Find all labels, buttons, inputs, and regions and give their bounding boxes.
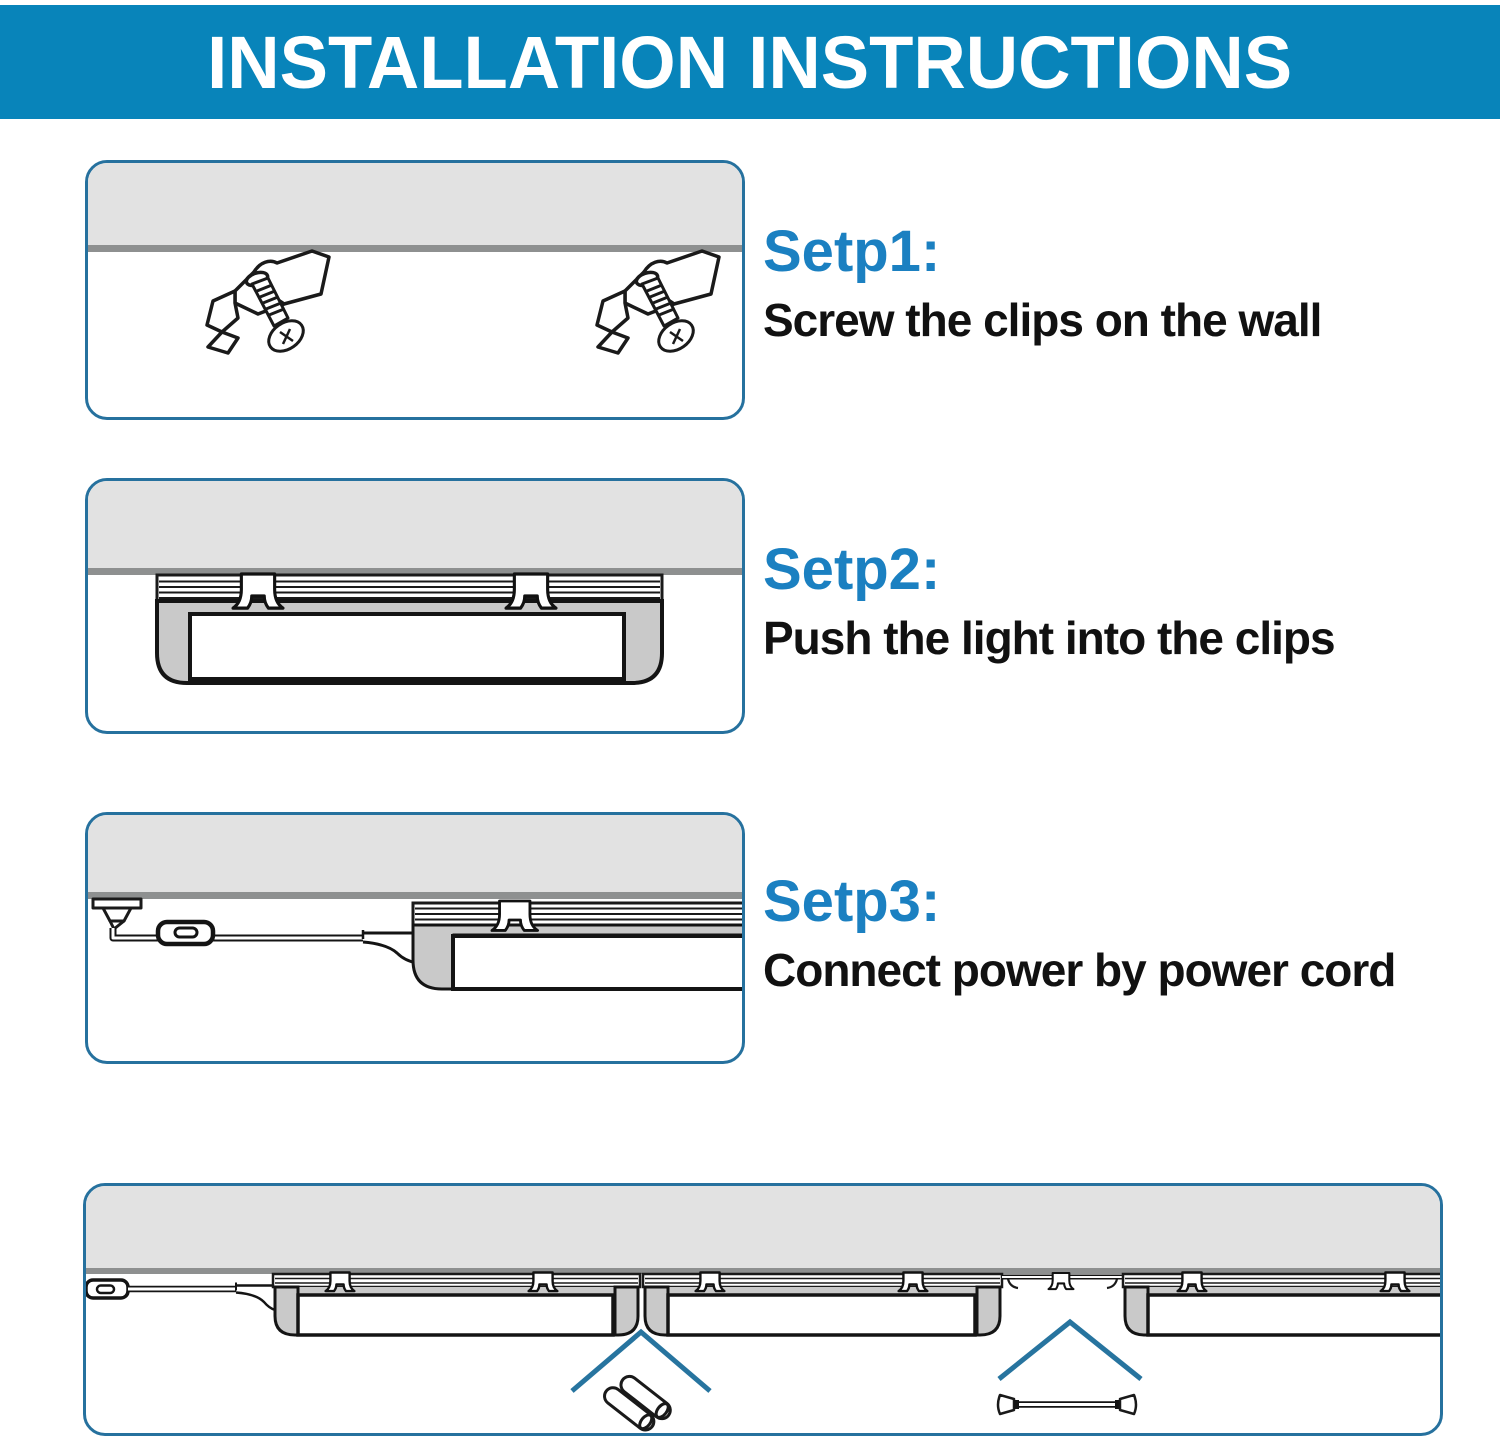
fixture-heatsink bbox=[643, 1274, 1002, 1287]
cord-strain-relief bbox=[236, 1283, 275, 1311]
fixture-diffuser bbox=[298, 1295, 613, 1335]
step2-text bbox=[763, 538, 1335, 665]
led-light-unit-2 bbox=[643, 1273, 1002, 1336]
led-light-fixture bbox=[157, 574, 662, 683]
power-plug-icon bbox=[93, 899, 141, 929]
step3-description: Connect power by power cord bbox=[763, 943, 1396, 996]
inline-switch-icon bbox=[86, 1280, 128, 1298]
fixture-heatsink bbox=[273, 1274, 640, 1287]
clip-and-screw-right bbox=[597, 251, 719, 358]
linked-lights-illustration-panel bbox=[83, 1183, 1443, 1436]
led-light-unit-1 bbox=[273, 1273, 640, 1336]
header-banner bbox=[0, 5, 1500, 119]
clip-and-screw-left bbox=[207, 251, 329, 358]
fixture-end-cap bbox=[977, 1287, 1000, 1335]
step1-description: Screw the clips on the wall bbox=[763, 293, 1322, 346]
step3-illustration-panel bbox=[85, 812, 745, 1064]
clip-tab-icon bbox=[1049, 1273, 1074, 1289]
wall-surface bbox=[83, 1183, 1443, 1268]
step3-diagram bbox=[85, 812, 745, 1064]
pin-connector-icon bbox=[601, 1369, 674, 1436]
fixture-diffuser bbox=[190, 614, 624, 679]
step1-diagram bbox=[85, 160, 745, 420]
led-light-fixture bbox=[413, 901, 745, 989]
step2-diagram bbox=[85, 478, 745, 734]
fixture-diffuser bbox=[1148, 1295, 1443, 1335]
wall-surface bbox=[85, 478, 745, 568]
step1-illustration-panel bbox=[85, 160, 745, 420]
junction-chevron-icon bbox=[999, 1322, 1141, 1379]
fixture-end-cap bbox=[275, 1287, 298, 1335]
step2-label: Setp2: bbox=[763, 537, 941, 602]
cord-strain-relief bbox=[363, 930, 417, 963]
step1-text bbox=[763, 220, 1321, 347]
linked-lights-diagram bbox=[83, 1183, 1443, 1436]
step3-label: Setp3: bbox=[763, 869, 941, 934]
power-cord bbox=[113, 928, 363, 938]
step1-label: Setp1: bbox=[763, 219, 941, 284]
wall-surface bbox=[85, 812, 745, 892]
inline-switch-icon bbox=[158, 922, 213, 944]
wall-edge bbox=[85, 892, 745, 899]
page-title: INSTALLATION INSTRUCTIONS bbox=[207, 20, 1293, 104]
fixture-diffuser bbox=[453, 936, 745, 989]
step2-description: Push the light into the clips bbox=[763, 611, 1335, 664]
step2-illustration-panel bbox=[85, 478, 745, 734]
fixture-end-cap bbox=[615, 1287, 638, 1335]
step3-text bbox=[763, 870, 1395, 997]
wall-edge bbox=[85, 245, 745, 252]
fixture-end-cap bbox=[645, 1287, 668, 1335]
wall-surface bbox=[85, 160, 745, 245]
led-light-unit-3 bbox=[1123, 1273, 1443, 1336]
cable-connector-icon bbox=[998, 1395, 1136, 1414]
fixture-end-cap bbox=[1125, 1287, 1148, 1335]
fixture-diffuser bbox=[668, 1295, 975, 1335]
